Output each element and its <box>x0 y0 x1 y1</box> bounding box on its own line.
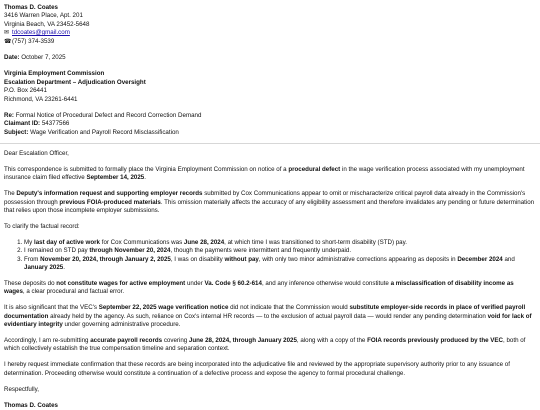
letter-header <box>4 4 304 137</box>
recipient-city: Richmond, VA 23261-6441 <box>4 95 78 103</box>
salutation: Dear Escalation Officer, <box>4 150 69 157</box>
closing: Respectfully, <box>4 385 39 393</box>
date-value: October 7, 2025 <box>21 54 66 62</box>
list-item: 3. From November 20, 2024, through January 2, 2025, I was on disability without pay, with only two minor administrative corrections appearing as deposits in December 2024 and January 2025. <box>24 256 536 273</box>
re-row <box>4 112 304 120</box>
envelope-icon: ✉ <box>4 30 10 37</box>
sender-name: Thomas D. Coates <box>4 4 58 11</box>
re-label: Re: <box>4 112 14 120</box>
sender-email-row <box>4 29 304 37</box>
facts-list <box>4 239 536 273</box>
claimant-row <box>4 120 304 128</box>
sender-phone-row <box>4 38 304 46</box>
date-row: Date: October 7, 2025 <box>4 54 66 62</box>
subject-label: Subject: <box>4 128 29 136</box>
subject-text: Wage Verification and Payroll Record Misclassification <box>30 128 179 136</box>
paragraph-request: I hereby request immediate confirmation that these records are being incorporated into the adjudicative file and reviewed by the appropriate supervisory authority prior to any issuance of determination. Proceeding otherwise would constitute a continuation of a defective process and expose the agency to formal procedural challenge. <box>4 361 510 377</box>
signature-name: Thomas D. Coates <box>4 401 58 409</box>
paragraph-clarify: To clarify the factual record: <box>4 222 80 230</box>
header-divider <box>0 143 540 144</box>
sender-email-link[interactable]: tdcoates@gmail.com <box>12 29 70 37</box>
claimant-id: 54377566 <box>41 120 70 128</box>
list-item: 1. My last day of active work for Cox Communications was June 28, 2024, at which time I was transitioned to short-term disability (STD) pay. <box>24 239 536 247</box>
list-item: 2. I remained on STD pay through November 20, 2024, though the payments were intermittent and frequently underpaid. <box>24 247 536 255</box>
phone-icon: ☎ <box>4 38 12 45</box>
recipient-dept: Escalation Department – Adjudication Oversight <box>4 78 146 86</box>
sender-address-line2: Virginia Beach, VA 23452-5648 <box>4 20 90 28</box>
recipient-org: Virginia Employment Commission <box>4 70 105 78</box>
paragraph-resubmit: Accordingly, I am re-submitting accurate payroll records covering June 28, 2024, through January 2025, along with a copy of the FOIA records previously produced by the VEC, both of which collectively establish the true compensation timeline and separation context. <box>4 337 526 353</box>
sender-phone: (757) 374-3539 <box>12 37 55 45</box>
paragraph-deposits: These deposits do not constitute wages for active employment under Va. Code § 60.2-614, and any inference otherwise would constitute a misclassification of disability income as wages, a clear procedural and factual error. <box>4 279 514 296</box>
re-text: Formal Notice of Procedural Defect and Record Correction Demand <box>15 112 202 120</box>
date-label: Date <box>4 54 18 62</box>
sender-address-line1: 3416 Warren Place, Apt. 201 <box>4 12 83 20</box>
paragraph-wage-notice: It is also significant that the VEC's September 22, 2025 wage verification notice did not indicate that the Commission would substitute employer-side records in place of verified payroll documentation already held by the agency. As such, reliance on Cox's internal HR records — to the exclusion of actual payroll data — would render any pending determination void for lack of evidentiary integrity under governing administrative procedure. <box>4 304 532 329</box>
paragraph-notice: This correspondence is submitted to formally place the Virginia Employment Commission on notice of a procedural defect in the wage verification process associated with my unemployment insurance claim filed effective September 14, 2025. <box>4 165 525 182</box>
subject-row <box>4 129 304 137</box>
claimant-label: Claimant ID: <box>4 120 41 128</box>
letter-body <box>4 150 536 410</box>
recipient-pobox: P.O. Box 26441 <box>4 87 47 95</box>
paragraph-deputy-request: The Deputy's information request and supporting employer records submitted by Cox Communications appear to omit or mischaracterize critical payroll data already in the Commission's possession through previous FOIA-produced materials. This omission materially affects the accuracy of any eligibility assessment and therefore invalidates any pending or future determination that relies upon those incomplete employer submissions. <box>4 190 535 215</box>
